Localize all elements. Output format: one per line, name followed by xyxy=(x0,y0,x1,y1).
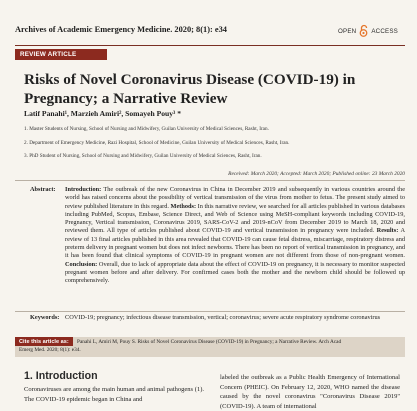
affiliation-3: 3. PhD Student of Nursing, School of Nursing and Midwifery, Guilan University of Medical Sciences, Rasht, Iran. xyxy=(24,153,262,159)
open-access-badge xyxy=(338,25,398,37)
introduction-heading: 1. Introduction xyxy=(24,370,98,382)
abstract-label: Abstract: xyxy=(30,186,56,193)
abstract-intro-text: The outbreak of the new Coronavirus in China in December 2019 and subsequently in various countries around the world has raised concerns about the possibility of vertical transmission of the virus from mother to fetus. The present study aimed to review published literature in this regard. xyxy=(65,186,405,210)
affiliation-1: 1. Master Students of Nursing, School of Nursing and Midwifery, Guilan University of Medical Sciences, Rasht, Iran. xyxy=(24,126,269,132)
journal-citation-header: Archives of Academic Emergency Medicine. 2020; 8(1): e34 xyxy=(15,25,227,34)
dates-divider xyxy=(15,180,405,181)
abstract-methods-text: In this narrative review, we searched for all articles published in various databases including PubMed, Scopus, Embase, Science Direct, and Web of Science using MeSH-compliant keywords including COVID-19, Pregnancy, Vertical transmission, Coronavirus 2019, SARS-CoV-2 and 2019-nCoV from December 2019 to March 18, 2020 and reviewed them. All type of articles published about COVID-19 and vertical transmission in pregnancy were included. xyxy=(65,202,405,235)
article-type-badge: REVIEW ARTICLE xyxy=(15,49,107,60)
open-access-label-left: OPEN xyxy=(338,27,357,35)
citation-text: Panahi L, Amiri M, Pouy S. Risks of Novel Coronavirus Disease (COVID-19) in Pregnancy; a Narrative Review. Arch Acad xyxy=(77,339,342,345)
open-access-lock-icon xyxy=(359,25,368,37)
abstract-conclusion-text: Overall, due to lack of appropriate data about the effect of COVID-19 on pregnancy, it is necessary to monitor suspected pregnant women before and after delivery. For confirmed cases both the mother and the newborn child should be followed up comprehensively. xyxy=(65,260,405,285)
abstract-results-text: A review of 13 final articles published in this area revealed that COVID-19 can cause fetal distress, miscarriage, respiratory distress and preterm delivery in pregnant women but does not infect newborns. There has been no report of vertical transmission in pregnancy, and it has been found that clinical symptoms of COVID-19 in pregnant women are not different from those of non-pregnant women. xyxy=(65,227,405,260)
open-access-label-right: ACCESS xyxy=(371,27,398,35)
abstract-conclusion-heading: Conclusion: xyxy=(65,260,98,268)
keywords-label: Keywords: xyxy=(30,314,60,321)
publication-dates: Received: March 2020; Accepted: March 2020; Published online: 23 March 2020 xyxy=(228,171,405,177)
abstract-intro-heading: Introduction: xyxy=(65,186,102,193)
affiliation-2: 2. Department of Emergency Medicine, Razi Hospital, School of Medicine, Guilan University of Medical Sciences, Rasht, Iran. xyxy=(24,140,290,146)
citation-label: Cite this article as: xyxy=(15,337,73,346)
article-title: Risks of Novel Coronavirus Disease (COVID-19) in Pregnancy; a Narrative Review xyxy=(24,71,356,107)
header-divider xyxy=(15,45,405,46)
keywords-text: COVID-19; pregnancy; infectious disease transmission, vertical; coronavirus; severe acute respiratory syndrome coronavirus xyxy=(65,314,381,321)
abstract-results-heading: Results: xyxy=(376,227,399,235)
introduction-right-column: labeled the outbreak as a Public Health Emergency of International Concern (PHEIC). On February 12, 2020, WHO named the disease caused by the novel coronavirus "Coronavirus Disease 2019" (COVID-19). A team of international xyxy=(220,374,400,410)
author-list: Latif Panahi¹, Marzieh Amiri², Somayeh Pouy³ * xyxy=(24,109,182,118)
citation-text-continued: Emerg Med. 2020; 8(1): e34. xyxy=(19,347,81,353)
abstract-body xyxy=(65,186,405,286)
keywords-divider xyxy=(15,311,405,312)
introduction-left-column: Coronaviruses are among the main human and animal pathogens (1). The COVID-19 epidemic began in China and xyxy=(24,386,204,403)
abstract-methods-heading: Methods: xyxy=(170,202,197,210)
